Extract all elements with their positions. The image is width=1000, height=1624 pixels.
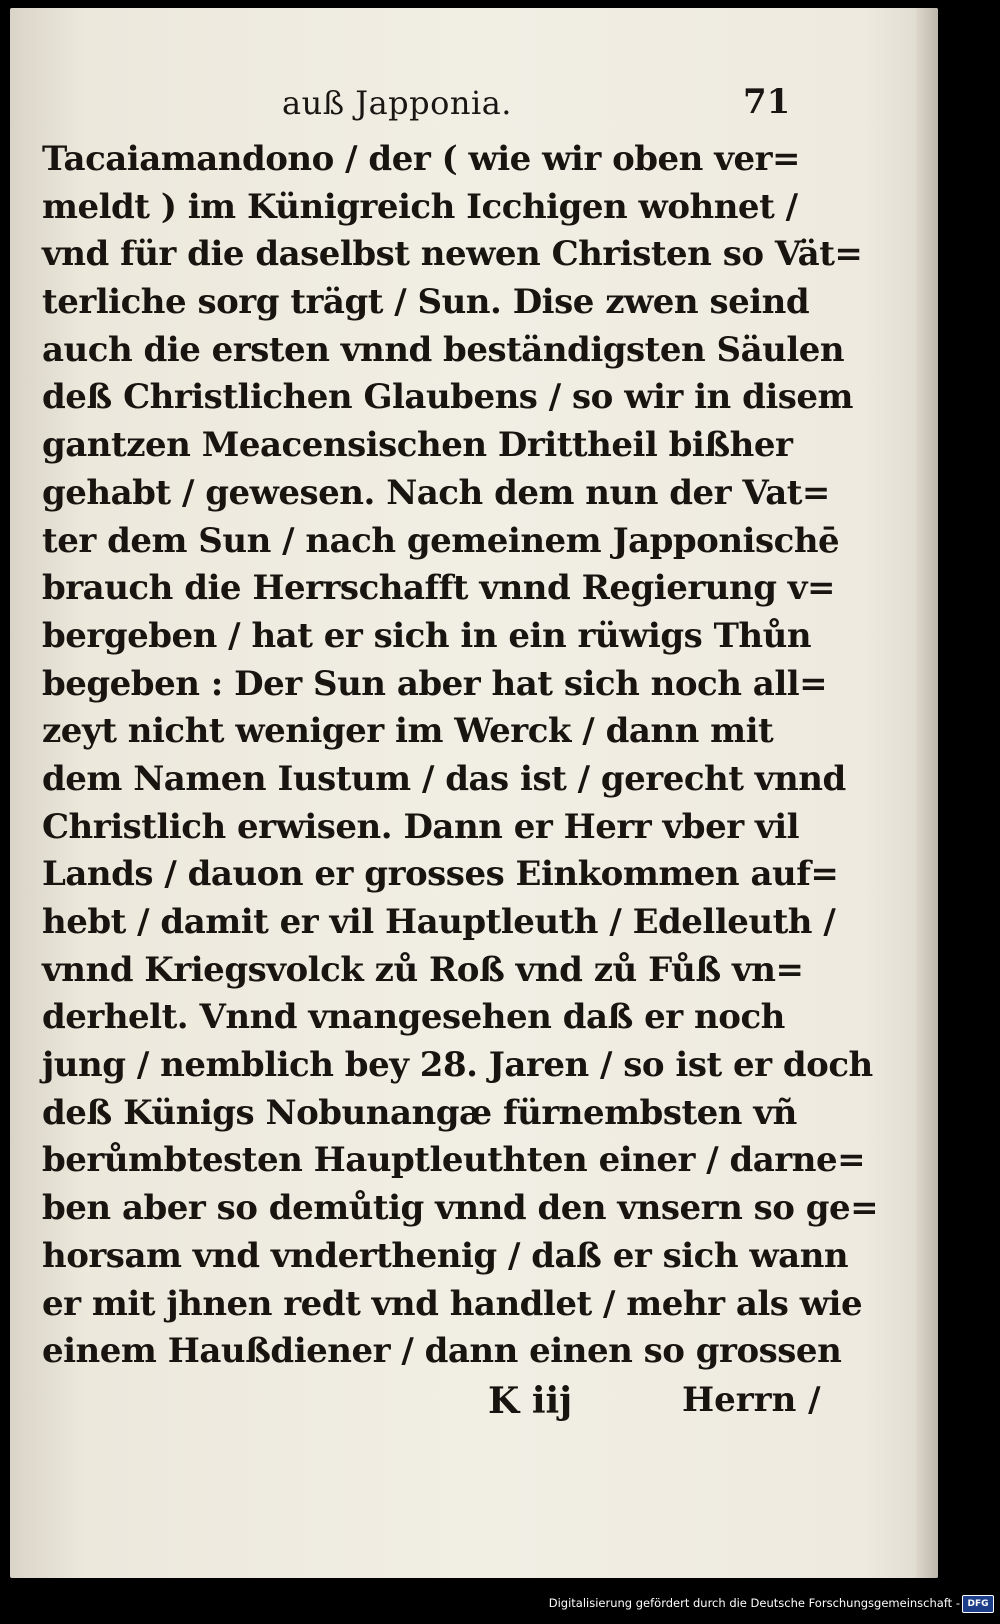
page-header — [10, 78, 938, 128]
text-line: vnd für die daselbst newen Christen so Vät= — [42, 234, 863, 275]
text-line: meldt ) im Künigreich Icchigen wohnet / — [42, 186, 798, 227]
credit-bar — [0, 1584, 1000, 1624]
text-line: einem Haußdiener / dann einen so grossen — [42, 1331, 842, 1372]
text-line: hebt / damit er vil Hauptleuth / Edelleuth / — [42, 902, 836, 942]
text-line: gantzen Meacensischen Drittheil bißher — [42, 425, 793, 466]
text-line: Tacaiamandono / der ( wie wir oben ver= — [42, 139, 801, 179]
text-line: bergeben / hat er sich in ein rüwigs Thůn — [42, 615, 812, 656]
text-line: ter dem Sun / nach gemeinem Japponischē — [42, 520, 840, 561]
text-line: jung / nemblich bey 28. Jaren / so ist er doch — [42, 1045, 873, 1086]
text-line: auch die ersten vnnd beständigsten Säulen — [42, 329, 845, 370]
body-text — [42, 136, 879, 1376]
text-line: terliche sorg trägt / Sun. Dise zwen seind — [42, 282, 810, 323]
text-line: horsam vnd vnderthenig / daß er sich wann — [42, 1235, 849, 1276]
page-edge — [916, 8, 938, 1578]
book-page — [10, 8, 938, 1578]
text-line: Christlich erwisen. Dann er Herr vber vil — [42, 806, 800, 847]
page-number: 71 — [743, 82, 791, 122]
text-line: dem Namen Iustum / das ist / gerecht vnnd — [42, 758, 846, 799]
running-title: auß Japponia. — [282, 84, 512, 122]
signature-mark: K iij — [488, 1380, 573, 1422]
text-line: ben aber so demůtig vnnd den vnsern so ge= — [42, 1188, 879, 1229]
text-line: vnnd Kriegsvolck zů Roß vnd zů Fůß vn= — [42, 949, 804, 990]
text-line: brauch die Herrschafft vnnd Regierung v= — [42, 568, 836, 609]
text-line: deß Künigs Nobunangæ fürnembsten vñ — [42, 1092, 797, 1133]
text-line: Lands / dauon er grosses Einkommen auf= — [42, 854, 839, 895]
text-line: zeyt nicht weniger im Werck / dann mit — [42, 711, 774, 752]
text-line: begeben : Der Sun aber hat sich noch all= — [42, 663, 828, 704]
text-line: deß Christlichen Glaubens / so wir in disem — [42, 377, 854, 418]
page-footer — [10, 1380, 938, 1440]
digitization-credit: Digitalisierung gefördert durch die Deutsche Forschungsgemeinschaft - — [548, 1596, 960, 1610]
text-line: derhelt. Vnnd vnangesehen daß er noch — [42, 997, 785, 1038]
catchword: Herrn / — [682, 1380, 821, 1420]
text-line: gehabt / gewesen. Nach dem nun der Vat= — [42, 472, 830, 513]
text-line: er mit jhnen redt vnd handlet / mehr als wie — [42, 1283, 863, 1324]
dfg-logo: DFG — [962, 1595, 994, 1613]
text-line: berůmbtesten Hauptleuthten einer / darne= — [42, 1140, 866, 1181]
